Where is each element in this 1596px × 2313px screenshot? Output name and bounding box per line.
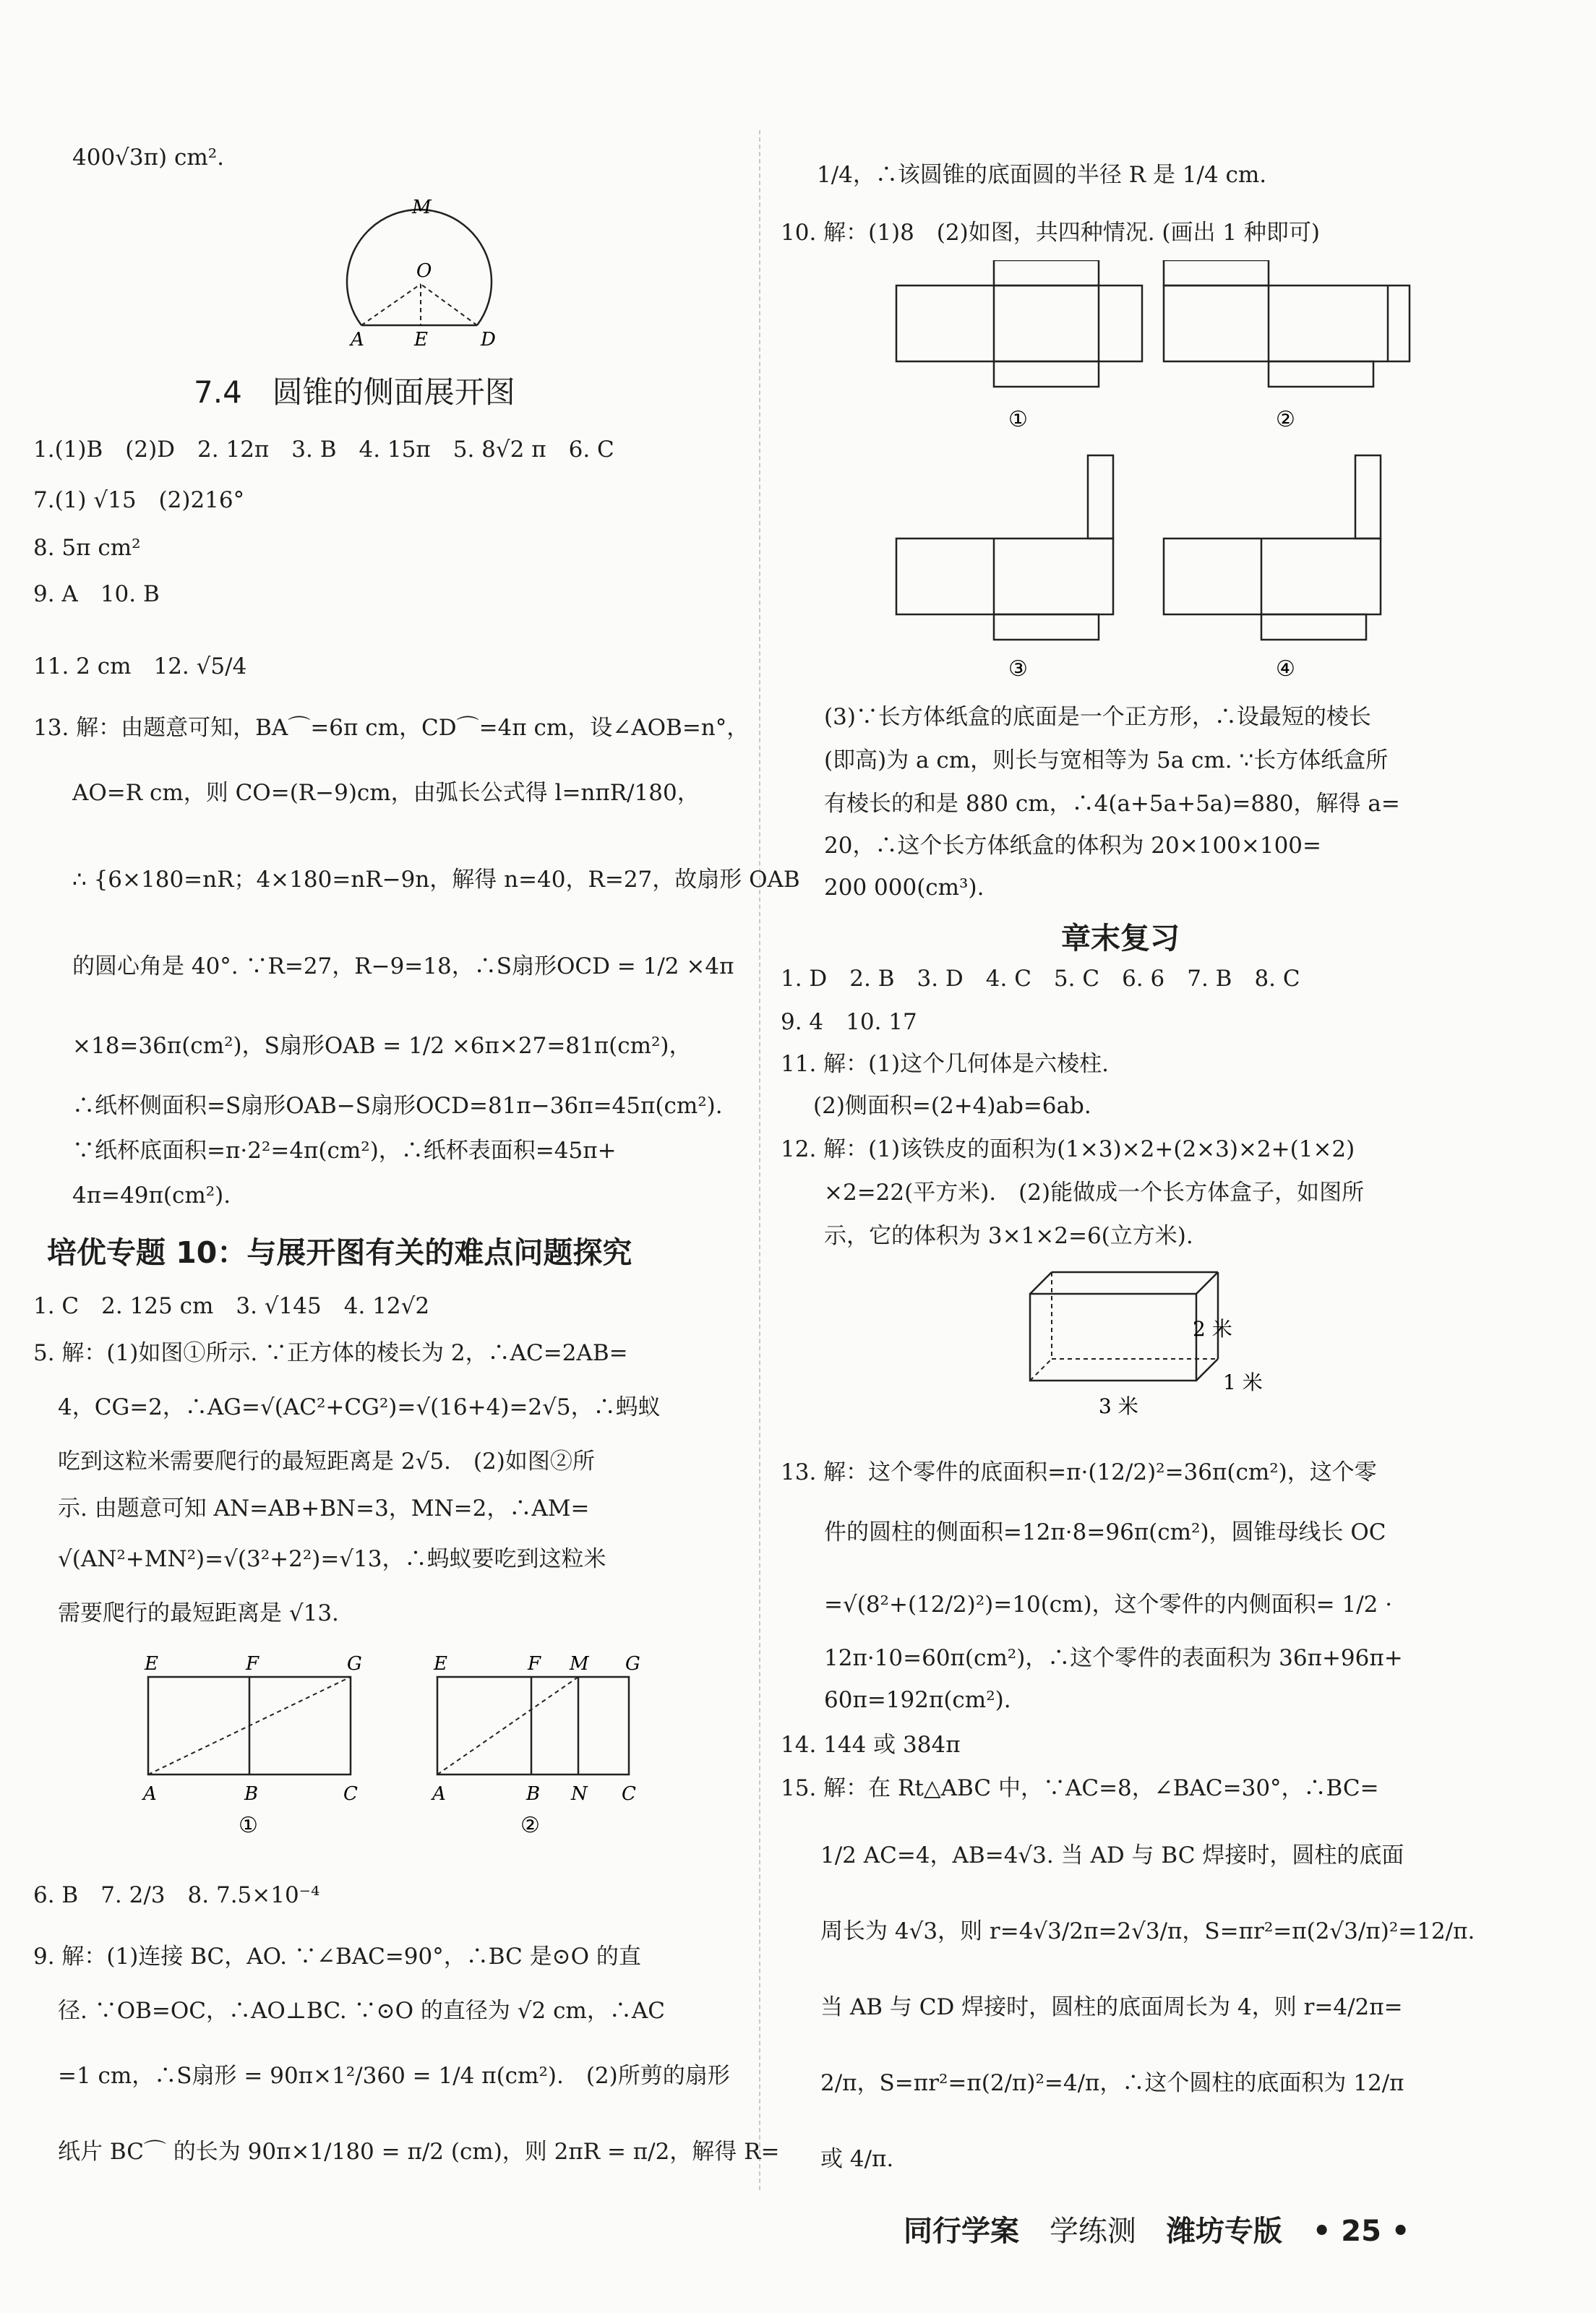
answer-7-4-8: 8. 5π cm² bbox=[33, 535, 141, 561]
review-answer-13-line1: 13. 解：这个零件的底面积=π·(12/2)²=36π(cm²)，这个零 bbox=[781, 1459, 1377, 1485]
topic-answer-10-line6: 200 000(cm³). bbox=[824, 875, 984, 901]
answer-7-4-13-line3: ∴ {6×180=nR；4×180=nR−9n，解得 n=40，R=27，故扇形 OAB bbox=[72, 867, 800, 893]
answers-7-4-1-6: 1.(1)B (2)D 2. 12π 3. B 4. 15π 5. 8√2 π 6. C bbox=[33, 437, 614, 463]
f2-e: E bbox=[434, 1653, 447, 1675]
review-answers-9-10: 9. 4 10. 17 bbox=[781, 1009, 917, 1035]
footer-subtitle: 学练测 bbox=[1049, 2215, 1136, 2248]
fig-label-d: D bbox=[481, 329, 496, 351]
topic-answer-10-line2: (3)∵长方体纸盒的底面是一个正方形，∴设最短的棱长 bbox=[824, 704, 1371, 730]
review-answer-11-line1: 11. 解：(1)这个几何体是六棱柱. bbox=[781, 1051, 1109, 1077]
review-answer-13-line4: 12π·10=60π(cm²)，∴这个零件的表面积为 36π+96π+ bbox=[824, 1645, 1403, 1671]
page-number: • 25 • bbox=[1312, 2215, 1410, 2248]
review-answer-12-line2: ×2=22(平方米). (2)能做成一个长方体盒子，如图所 bbox=[824, 1180, 1365, 1206]
answer-7-4-13-line2: AO=R cm，则 CO=(R−9)cm，由弧长公式得 l=nπR/180， bbox=[72, 780, 700, 806]
column-divider bbox=[759, 130, 760, 2190]
net-figure-1 bbox=[137, 1648, 412, 1843]
review-answer-13-line2: 件的圆柱的侧面积=12π·8=96π(cm²)，圆锥母线长 OC bbox=[824, 1519, 1386, 1545]
fig-label-m: M bbox=[412, 197, 432, 218]
answer-7-4-13-line8: 4π=49π(cm²). bbox=[72, 1183, 231, 1209]
net-caption-4: ④ bbox=[1276, 656, 1295, 682]
topic-answer-5-line3: 吃到这粒米需要爬行的最短距离是 2√5. (2)如图②所 bbox=[58, 1449, 595, 1475]
f2-n: N bbox=[571, 1783, 588, 1805]
left-column bbox=[29, 0, 800, 2313]
review-answer-13-line5: 60π=192π(cm²). bbox=[824, 1687, 1011, 1713]
topic-answer-10-line1: 10. 解：(1)8 (2)如图，共四种情况. (画出 1 种即可) bbox=[781, 220, 1321, 246]
topic-answer-9-line1: 9. 解：(1)连接 BC，AO. ∵∠BAC=90°，∴BC 是⊙O 的直 bbox=[33, 1944, 641, 1970]
f1-caption: ① bbox=[239, 1813, 258, 1838]
review-answer-11-line2: (2)侧面积=(2+4)ab=6ab. bbox=[813, 1093, 1091, 1119]
topic-answer-5-line2: 4，CG=2，∴AG=√(AC²+CG²)=√(16+4)=2√5，∴蚂蚁 bbox=[58, 1394, 661, 1420]
net-figure-2 bbox=[426, 1648, 701, 1843]
f2-f: F bbox=[528, 1653, 541, 1675]
f1-f: F bbox=[246, 1653, 259, 1675]
topic-answer-9-line4: 纸片 BC⌒ 的长为 90π×1/180 = π/2 (cm)，则 2πR = π/2，解得 R= bbox=[58, 2139, 780, 2165]
topic-answer-5-line1: 5. 解：(1)如图①所示. ∵正方体的棱长为 2，∴AC=2AB= bbox=[33, 1340, 628, 1366]
review-answer-12-line3: 示，它的体积为 3×1×2=6(立方米). bbox=[824, 1223, 1193, 1249]
net-caption-2: ② bbox=[1276, 407, 1295, 432]
review-answer-15-line4: 当 AB 与 CD 焊接时，圆柱的底面周长为 4，则 r=4/2π= bbox=[820, 1994, 1403, 2020]
f1-e: E bbox=[145, 1653, 158, 1675]
topic-answers-1-4: 1. C 2. 125 cm 3. √145 4. 12√2 bbox=[33, 1293, 430, 1319]
answer-7-4-13-line7: ∵纸杯底面积=π·2²=4π(cm²)，∴纸杯表面积=45π+ bbox=[72, 1138, 617, 1164]
review-answer-13-line3: =√(8²+(12/2)²)=10(cm)，这个零件的内侧面积= 1/2 · bbox=[824, 1592, 1393, 1618]
review-answer-14: 14. 144 或 384π bbox=[781, 1732, 961, 1758]
f2-g: G bbox=[625, 1653, 640, 1675]
f2-b: B bbox=[526, 1783, 541, 1805]
section-7-4-title: 7.4 圆锥的侧面展开图 bbox=[194, 374, 515, 410]
review-answer-15-line1: 15. 解：在 Rt△ABC 中，∵AC=8，∠BAC=30°，∴BC= bbox=[781, 1775, 1379, 1801]
f1-c: C bbox=[343, 1783, 358, 1805]
cuboid-figure bbox=[1019, 1265, 1323, 1431]
topic-answer-9-line3: =1 cm，∴S扇形 = 90π×1²/360 = 1/4 π(cm²). (2)所剪的扇形 bbox=[58, 2063, 730, 2089]
answer-7-4-13-line1: 13. 解：由题意可知，BA⌒=6π cm，CD⌒=4π cm，设∠AOB=n°， bbox=[33, 715, 750, 741]
f1-g: G bbox=[347, 1653, 362, 1675]
answer-7-4-13-line6: ∴纸杯侧面积=S扇形OAB−S扇形OCD=81π−36π=45π(cm²). bbox=[72, 1093, 723, 1119]
topic-answer-5-line4: 示. 由题意可知 AN=AB+BN=3，MN=2，∴AM= bbox=[58, 1495, 590, 1522]
review-answer-12-line1: 12. 解：(1)该铁皮的面积为(1×3)×2+(2×3)×2+(1×2) bbox=[781, 1136, 1355, 1162]
answers-7-4-9-10: 9. A 10. B bbox=[33, 581, 160, 607]
answer-7-4-7: 7.(1) √15 (2)216° bbox=[33, 487, 245, 513]
review-answer-15-line2: 1/2 AC=4，AB=4√3. 当 AD 与 BC 焊接时，圆柱的底面 bbox=[820, 1842, 1404, 1868]
cuboid-height-label: 2 米 bbox=[1193, 1317, 1232, 1341]
review-answer-15-line5: 2/π，S=πr²=π(2/π)²=4/π，∴这个圆柱的底面积为 12/π bbox=[820, 2070, 1404, 2096]
f1-b: B bbox=[244, 1783, 259, 1805]
f1-a: A bbox=[143, 1783, 157, 1805]
topic-answers-6-8: 6. B 7. 2/3 8. 7.5×10⁻⁴ bbox=[33, 1882, 320, 1908]
fig-label-a: A bbox=[351, 329, 364, 351]
review-answer-15-line3: 周长为 4√3，则 r=4√3/2π=2√3/π，S=πr²=π(2√3/π)²=12/π. bbox=[820, 1918, 1475, 1944]
answer-7-4-13-line4: 的圆心角是 40°. ∵R=27，R−9=18，∴S扇形OCD = 1/2 ×4π bbox=[72, 953, 734, 979]
answer-7-4-13-line5: ×18=36π(cm²)，S扇形OAB = 1/2 ×6π×27=81π(cm²)， bbox=[72, 1033, 692, 1059]
chapter-review-title: 章末复习 bbox=[1061, 921, 1180, 956]
f2-a: A bbox=[432, 1783, 446, 1805]
answers-7-4-11-12: 11. 2 cm 12. √5/4 bbox=[33, 653, 247, 679]
footer-edition: 潍坊专版 bbox=[1166, 2215, 1282, 2248]
box-nets-figure bbox=[889, 260, 1453, 694]
page-footer bbox=[904, 2208, 1430, 2249]
topic-answer-9-tail: 1/4，∴该圆锥的底面圆的半径 R 是 1/4 cm. bbox=[817, 162, 1267, 188]
prev-answer-tail: 400√3π) cm². bbox=[72, 145, 225, 171]
review-answer-15-line6: 或 4/π. bbox=[820, 2146, 894, 2172]
fig-label-e: E bbox=[414, 329, 428, 351]
net-caption-3: ③ bbox=[1008, 656, 1028, 682]
footer-brand: 同行学案 bbox=[904, 2215, 1019, 2248]
topic-answer-5-line6: 需要爬行的最短距离是 √13. bbox=[58, 1600, 339, 1626]
special-topic-title: 培优专题 10：与展开图有关的难点问题探究 bbox=[47, 1235, 632, 1270]
topic-answer-5-line5: √(AN²+MN²)=√(3²+2²)=√13，∴蚂蚁要吃到这粒米 bbox=[58, 1546, 606, 1572]
cuboid-width-label: 3 米 bbox=[1099, 1394, 1138, 1418]
cuboid-depth-label: 1 米 bbox=[1223, 1370, 1263, 1394]
topic-answer-10-line5: 20，∴这个长方体纸盒的体积为 20×100×100= bbox=[824, 833, 1322, 859]
net-caption-1: ① bbox=[1008, 407, 1028, 432]
topic-answer-10-line4: 有棱长的和是 880 cm，∴4(a+5a+5a)=880，解得 a= bbox=[824, 791, 1400, 817]
f2-caption: ② bbox=[520, 1813, 540, 1838]
f2-m: M bbox=[570, 1653, 589, 1675]
topic-answer-10-line3: (即高)为 a cm，则长与宽相等为 5a cm. ∵长方体纸盒所 bbox=[824, 747, 1389, 773]
right-column bbox=[781, 0, 1503, 2313]
topic-answer-9-line2: 径. ∵OB=OC，∴AO⊥BC. ∵⊙O 的直径为 √2 cm，∴AC bbox=[58, 1998, 665, 2024]
review-answers-1-8: 1. D 2. B 3. D 4. C 5. C 6. 6 7. B 8. C bbox=[781, 966, 1300, 992]
semicircle-figure bbox=[332, 192, 520, 351]
f2-c: C bbox=[622, 1783, 636, 1805]
fig-label-o: O bbox=[416, 260, 432, 282]
